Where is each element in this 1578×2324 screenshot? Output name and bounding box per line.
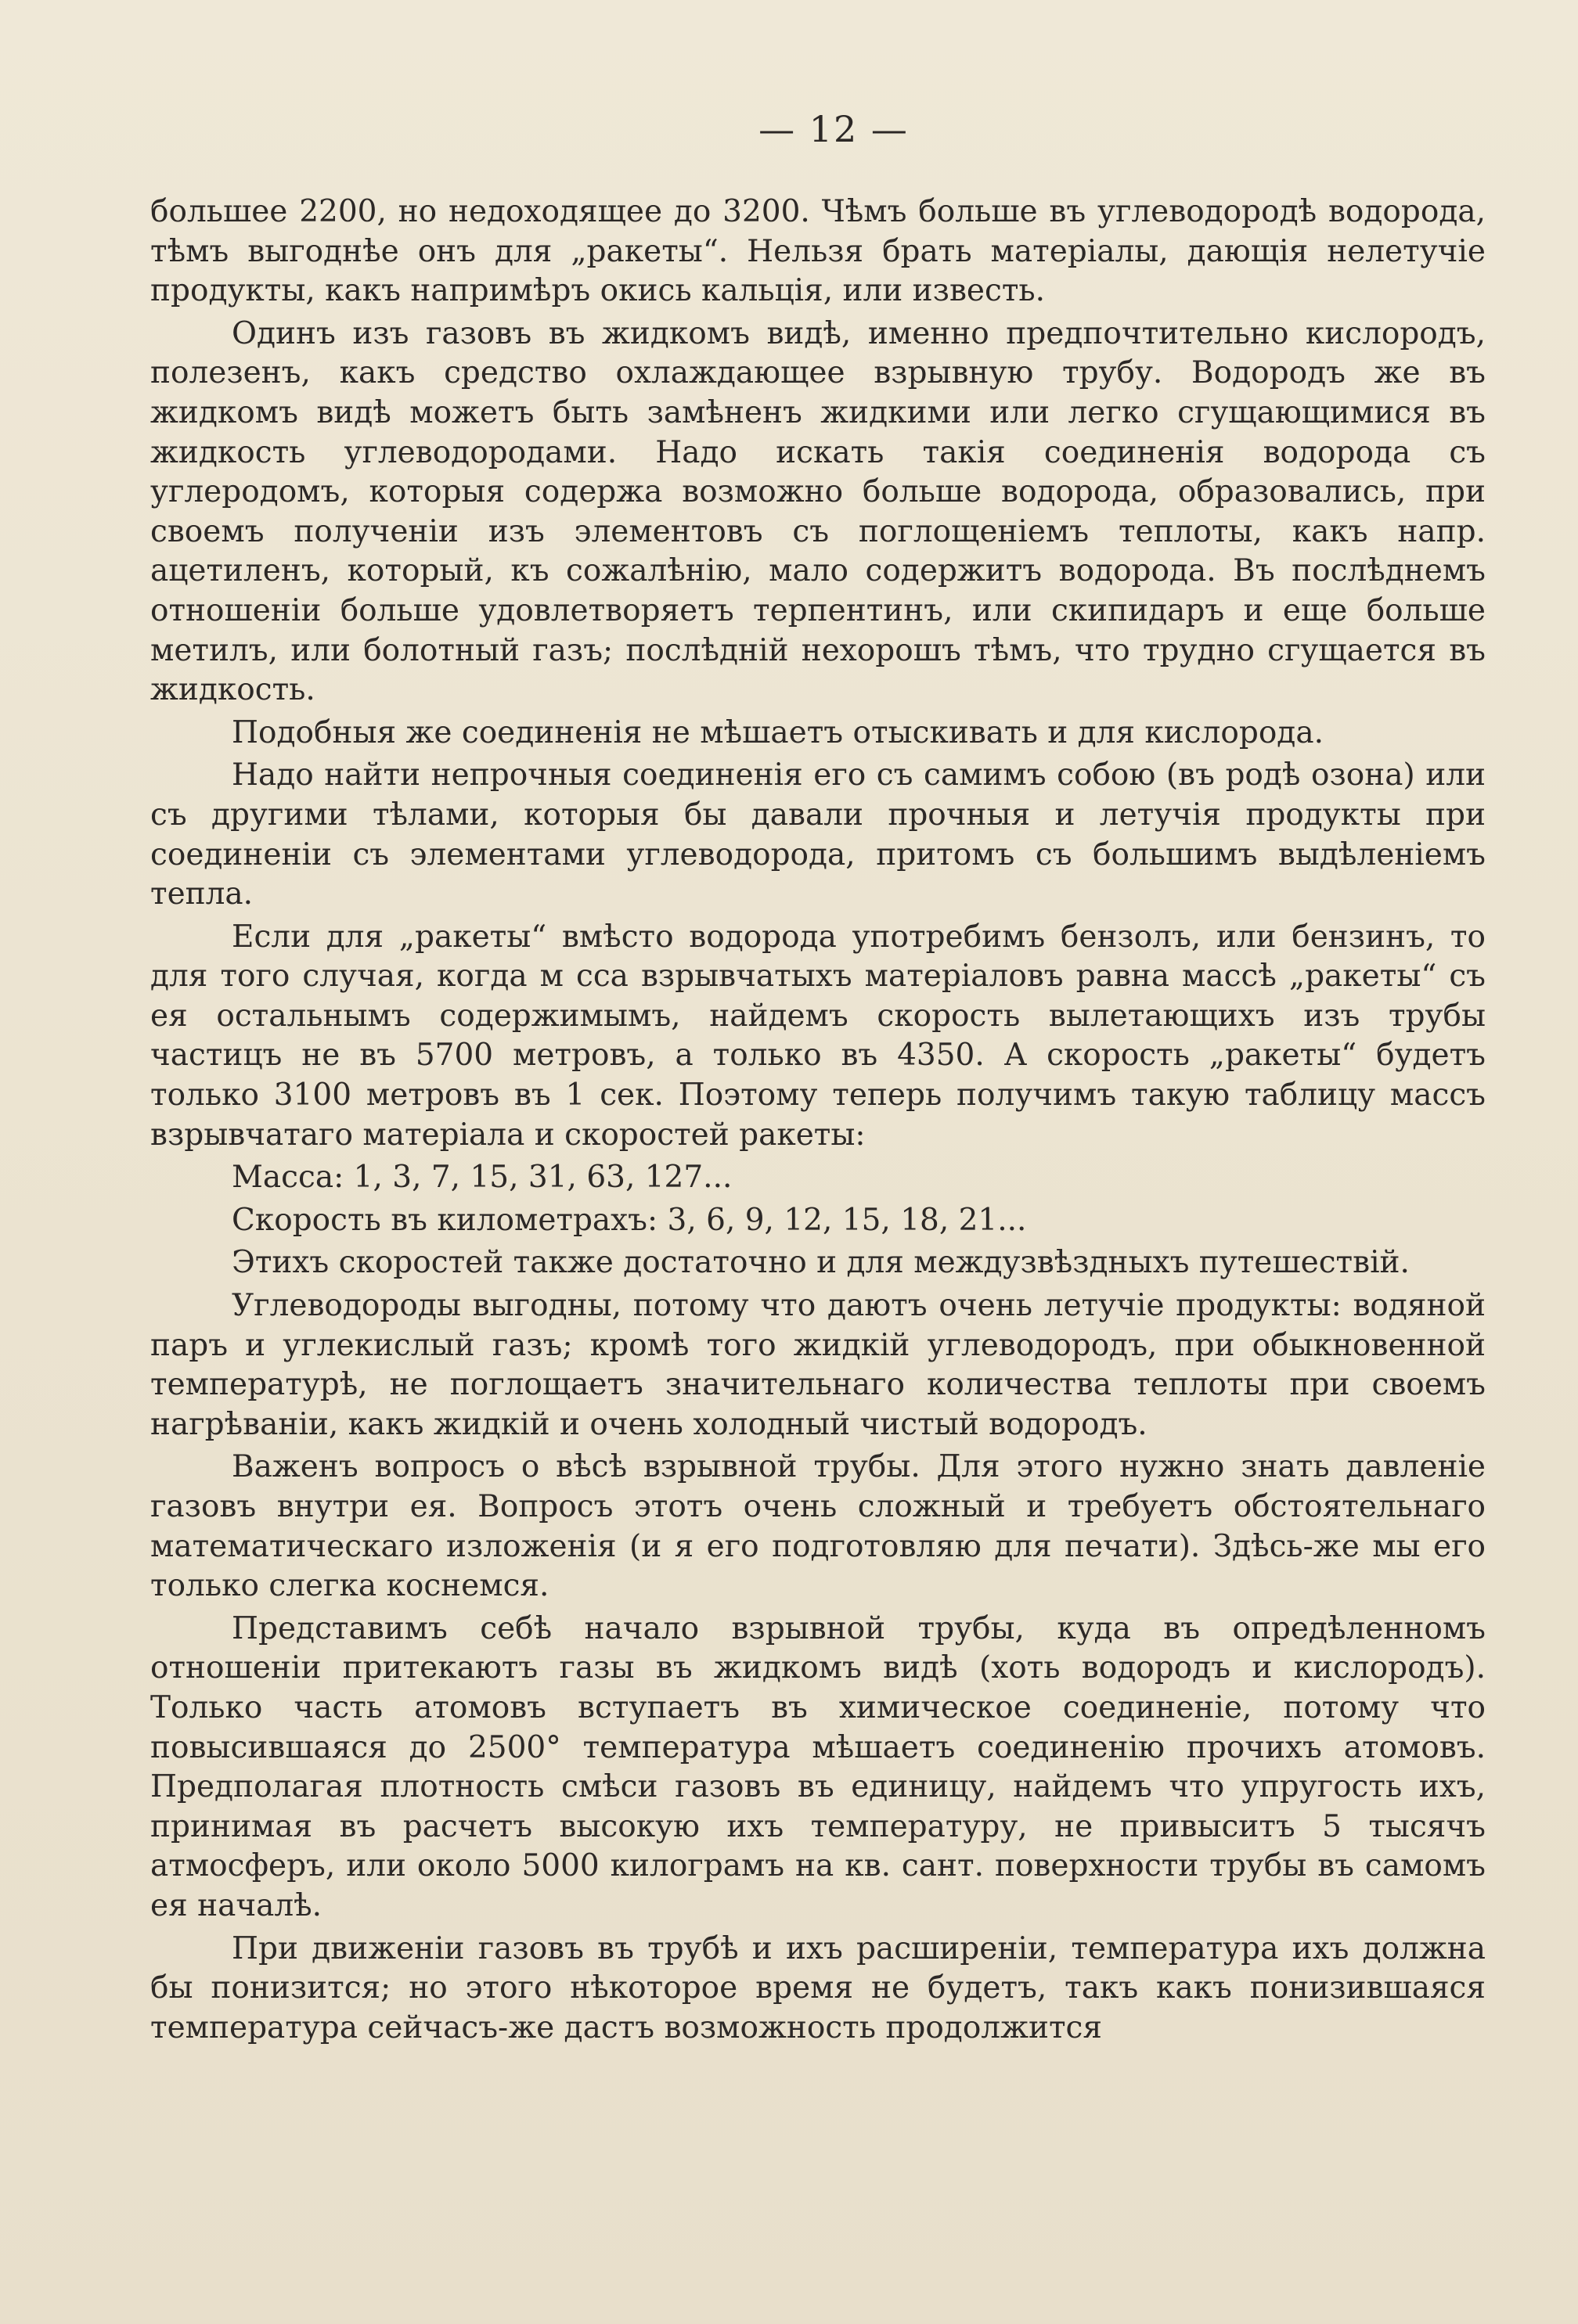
- page-number: — 12 —: [758, 108, 909, 150]
- paragraph: Подобныя же соединенія не мѣшаетъ отыскивать и для кислорода.: [232, 714, 1324, 750]
- paragraph: Представимъ себѣ начало взрывной трубы, куда въ опредѣленномъ отношеніи притекаютъ газы въ жидкомъ видѣ (хоть водородъ и кислородъ). Только часть атомовъ вступаетъ въ химическое соединеніе, потому что повысившаяся до 2500° температура мѣшаетъ соединенію прочихъ атомовъ. Предполагая плотность смѣси газовъ въ единицу, найдемъ что упругость ихъ, принимая въ расчетъ высокую ихъ температуру, не привыситъ 5 тысячъ атмосферъ, или около 5000 килограмъ на кв. сант. поверхности трубы въ самомъ ея началѣ.: [150, 1610, 1486, 1923]
- paragraph: При движеніи газовъ въ трубѣ и ихъ расширеніи, температура ихъ должна бы понизится; но этого нѣкоторое время не будетъ, такъ какъ понизившаяся температура сейчасъ-же дастъ возможность продолжится: [150, 1930, 1486, 2045]
- paragraph: Одинъ изъ газовъ въ жидкомъ видѣ, именно предпочтительно кислородъ, полезенъ, какъ средство охлаждающее взрывную трубу. Водородъ же въ жидкомъ видѣ можетъ быть замѣненъ жидкими или легко сгущающимися въ жидкость углеводородами. Надо искать такія соединенія водорода съ углеродомъ, которыя содержа возможно больше водорода, образовались, при своемъ полученіи изъ элементовъ съ поглощеніемъ теплоты, какъ напр. ацетиленъ, который, къ сожалѣнію, мало содержитъ водорода. Въ послѣднемъ отношеніи больше удовлетворяетъ терпентинъ, или скипидаръ и еще больше метилъ, или болотный газъ; послѣдній нехорошъ тѣмъ, что трудно сгущается въ жидкость.: [150, 315, 1486, 708]
- paragraph: Важенъ вопросъ о вѣсѣ взрывной трубы. Для этого нужно знать давленіе газовъ внутри ея. Вопросъ этотъ очень сложный и требуетъ обстоятельнаго математическаго изложенія (и я его подготовляю для печати). Здѣсь-же мы его только слегка коснемся.: [150, 1449, 1486, 1604]
- speed-line: Скорость въ километрахъ: 3, 6, 9, 12, 15, 18, 21...: [232, 1202, 1027, 1238]
- paragraph: Если для „ракеты“ вмѣсто водорода употребимъ бензолъ, или бензинъ, то для того случая, когда м сса взрывчатыхъ матеріаловъ равна массѣ „ракеты“ съ ея остальнымъ содержимымъ, найдемъ скорость вылетающихъ изъ трубы частицъ не въ 5700 метровъ, а только въ 4350. А скорость „ракеты“ будетъ только 3100 метровъ въ 1 сек. Поэтому теперь получимъ такую таблицу массъ взрывчатаго матеріала и скоростей ракеты:: [150, 919, 1486, 1153]
- mass-line: Масса: 1, 3, 7, 15, 31, 63, 127...: [232, 1160, 733, 1196]
- paragraph: Надо найти непрочныя соединенія его съ самимъ собою (въ родѣ озона) или съ другими тѣлами, которыя бы давали прочныя и летучія продукты при соединеніи съ элементами углеводорода, притомъ съ большимъ выдѣленіемъ тепла.: [150, 757, 1486, 912]
- paragraph: Углеводороды выгодны, потому что даютъ очень летучіе продукты: водяной паръ и углекислый газъ; кромѣ того жидкій углеводородъ, при обыкновенной температурѣ, не поглощаетъ значительнаго количества теплоты при своемъ нагрѣваніи, какъ жидкій и очень холодный чистый водородъ.: [150, 1288, 1486, 1442]
- body-text: [150, 192, 1486, 2048]
- paragraph: большее 2200, но недоходящее до 3200. Чѣмъ больше въ углеводородѣ водорода, тѣмъ выгоднѣе онъ для „ракеты“. Нельзя брать матеріалы, дающія нелетучіе продукты, какъ напримѣръ окись кальція, или известь.: [150, 194, 1486, 309]
- paragraph: Этихъ скоростей также достаточно и для междузвѣздныхъ путешествій.: [232, 1245, 1410, 1281]
